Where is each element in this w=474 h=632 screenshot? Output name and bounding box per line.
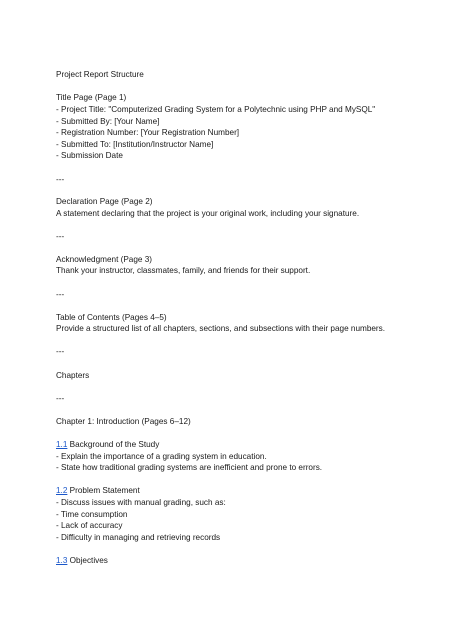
- section-1-2-item: - Difficulty in managing and retrieving records: [56, 533, 221, 542]
- separator: ---: [56, 232, 65, 241]
- section-1-3-heading: [56, 555, 108, 566]
- title-page-item: - Submitted By: [Your Name]: [56, 117, 160, 126]
- title-page-item: - Submitted To: [Institution/Instructor Name]: [56, 140, 214, 149]
- declaration-text: A statement declaring that the project is your original work, including your signature.: [56, 209, 360, 218]
- section-1-1-title: Background of the Study: [67, 440, 160, 449]
- chapters-heading: Chapters: [56, 371, 90, 380]
- title-page-heading: Title Page (Page 1): [56, 93, 127, 102]
- separator: ---: [56, 394, 65, 403]
- section-1-2-item: - Discuss issues with manual grading, such as:: [56, 498, 226, 507]
- separator: ---: [56, 175, 65, 184]
- section-1-1-item: - State how traditional grading systems are inefficient and prone to errors.: [56, 463, 323, 472]
- acknowledgment-text: Thank your instructor, classmates, family, and friends for their support.: [56, 266, 311, 275]
- section-1-2-heading: [56, 485, 140, 496]
- section-1-2-number-link[interactable]: 1.2: [56, 486, 68, 495]
- section-1-3-number-link[interactable]: 1.3: [56, 556, 68, 565]
- section-1-1-number-link[interactable]: 1.1: [56, 440, 68, 449]
- section-1-2-item: - Lack of accuracy: [56, 521, 123, 530]
- declaration-heading: Declaration Page (Page 2): [56, 197, 153, 206]
- toc-text: Provide a structured list of all chapters, sections, and subsections with their page numbers.: [56, 324, 386, 333]
- toc-heading: Table of Contents (Pages 4–5): [56, 313, 167, 322]
- acknowledgment-heading: Acknowledgment (Page 3): [56, 255, 153, 264]
- separator: ---: [56, 347, 65, 356]
- section-1-3-title: Objectives: [67, 556, 108, 565]
- section-1-1-item: - Explain the importance of a grading system in education.: [56, 452, 267, 461]
- section-1-2-title: Problem Statement: [67, 486, 140, 495]
- report-heading: Project Report Structure: [56, 70, 144, 79]
- title-page-item: - Project Title: "Computerized Grading System for a Polytechnic using PHP and MySQL": [56, 105, 376, 114]
- section-1-1-heading: [56, 439, 159, 450]
- chapter-1-heading: Chapter 1: Introduction (Pages 6–12): [56, 417, 191, 426]
- section-1-2-item: - Time consumption: [56, 510, 128, 519]
- title-page-item: - Registration Number: [Your Registration Number]: [56, 128, 240, 137]
- separator: ---: [56, 290, 65, 299]
- title-page-item: - Submission Date: [56, 151, 123, 160]
